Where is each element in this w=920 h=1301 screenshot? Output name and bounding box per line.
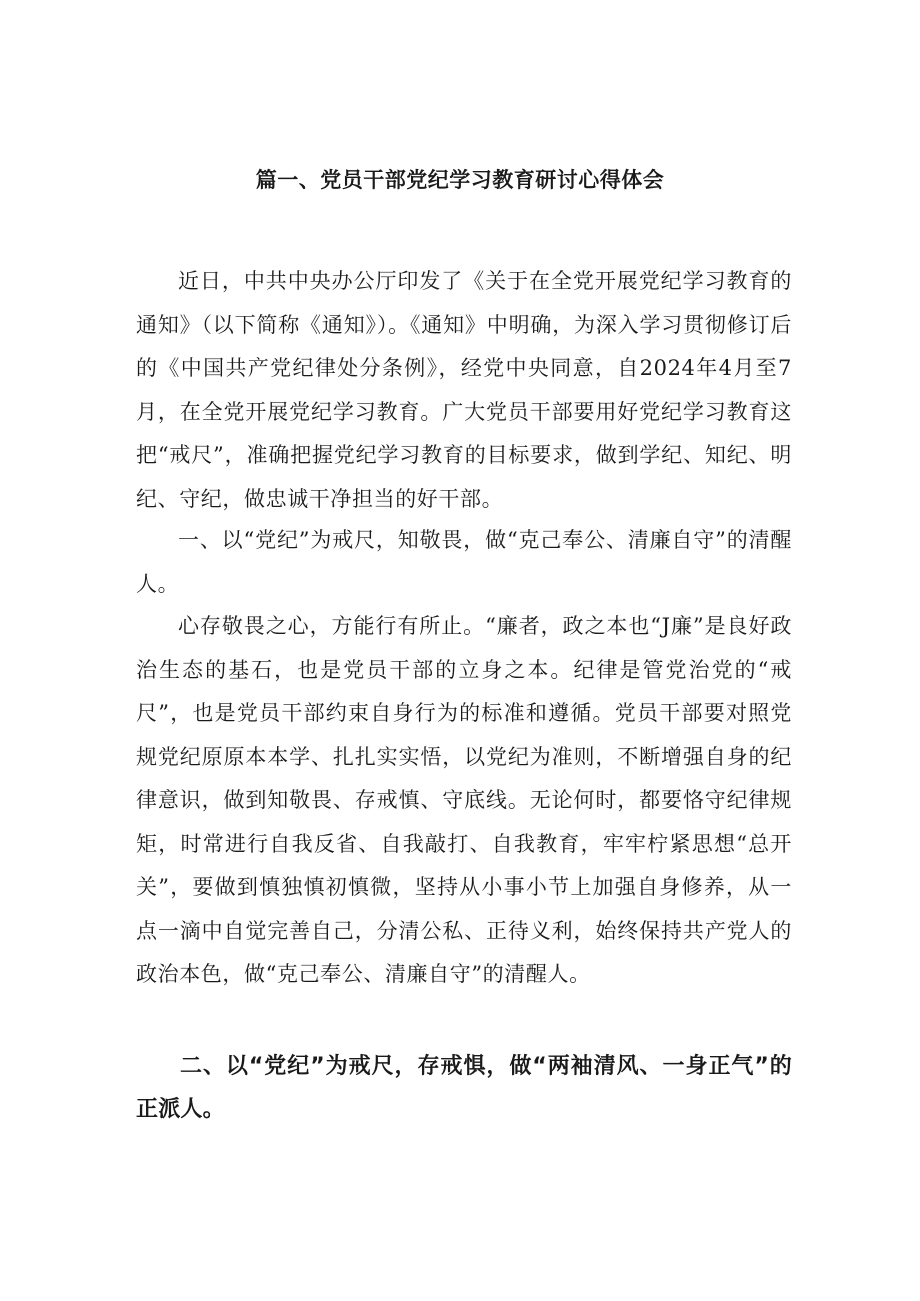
document-title: 篇一、党员干部党纪学习教育研讨心得体会 xyxy=(255,168,665,192)
section-heading-1: 一、以“党纪”为戒尺，知敬畏，做“克己奉公、清廉自守”的清醒人。 xyxy=(136,528,792,596)
paragraph-section-1: 心存敬畏之心，方能行有所止。“廉者，政之本也“J廉”是良好政治生态的基石，也是党员干部的立身之本。纪律是管党治党的“戒尺”，也是党员干部约束自身行为的标准和遵循。党员干部要对照党规党纪原原本本学、扎扎实实悟，以党纪为准则，不断增强自身的纪律意识，做到知敬畏、存戒慎、守底线。无论何时，都要恪守纪律规矩，时常进行自我反省、自我敲打、自我教育，牢牢柠紧思想“总开关”，要做到慎独慎初慎微，坚持从小事小节上加强自身修养，从一点一滴中自觉完善自己，分清公私、正待义利，始终保持共产党人的政治本色，做“克己奉公、清廉自守”的清醒人。 xyxy=(136,614,792,986)
section-heading-2: 二、以“党纪”为戒尺，存戒惧，做“两袖清风、一身正气”的正派人。 xyxy=(136,1054,792,1122)
paragraph-intro: 近日，中共中央办公厅印发了《关于在全党开展党纪学习教育的通知》（以下简称《通知》）。《通知》中明确，为深入学习贯彻修订后的《中国共产党纪律处分条例》，经党中央同意，自2024年4月至7月，在全党开展党纪学习教育。广大党员干部要用好党纪学习教育这把“戒尺”，准确把握党纪学习教育的目标要求，做到学纪、知纪、明纪、守纪，做忠诚干净担当的好干部。 xyxy=(136,269,792,511)
